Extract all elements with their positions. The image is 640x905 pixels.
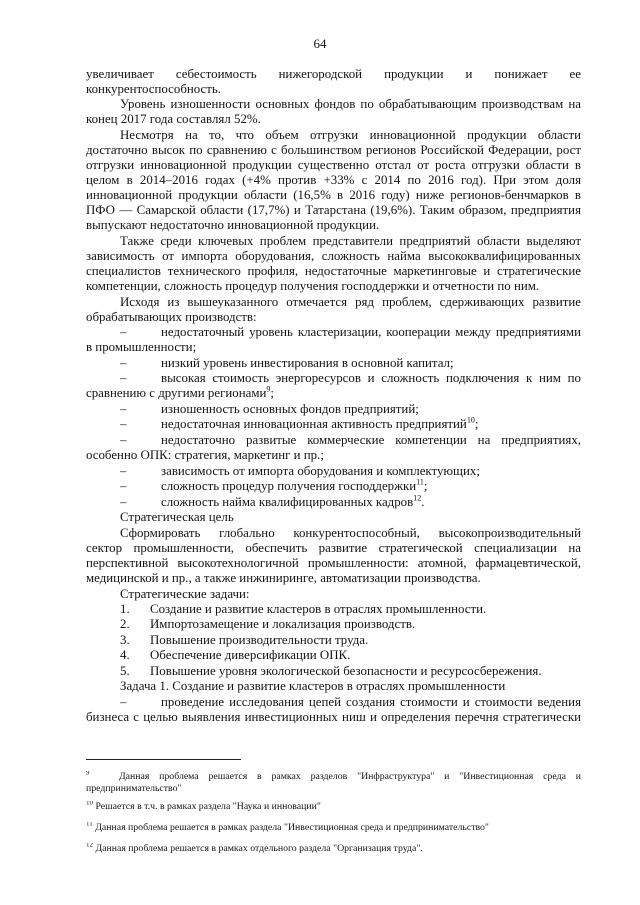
footnote-text: Данная проблема решается в рамках разделов "Инфраструктура" и "Инвестиционная среда и: [118, 771, 581, 782]
paragraph-line: зависимость от импорта оборудования, сложность найма высококвалифицированных: [86, 249, 581, 263]
list-dash: –: [120, 433, 127, 447]
list-item-text: сравнению с другими регионами: [86, 386, 267, 400]
paragraph-line: достаточно высок по сравнению с большинством регионов Российской Федерации, рост: [86, 143, 581, 157]
section-heading: Стратегическая цель: [120, 510, 234, 524]
paragraph-line: перспективной высокотехнологичной промышленности: атомной, фармацевтической,: [86, 556, 581, 570]
punctuation: ;: [270, 386, 274, 400]
list-dash: –: [120, 356, 127, 370]
list-dash: –: [120, 479, 127, 493]
list-item: недостаточный уровень кластеризации, кооперации между предприятиями: [161, 325, 581, 339]
list-dash: –: [120, 417, 127, 431]
task-heading: Задача 1. Создание и развитие кластеров в отраслях промышленности: [120, 679, 506, 693]
footnote-marker: 11: [86, 822, 93, 828]
task-item: Создание и развитие кластеров в отраслях промышленности.: [150, 602, 487, 616]
footnote-separator: [86, 759, 241, 760]
list-item: [161, 495, 581, 510]
list-dash: –: [120, 402, 127, 416]
punctuation: .: [421, 495, 425, 509]
footnote-ref: 11: [416, 479, 424, 487]
list-item: недостаточно развитые коммерческие компетенции на предприятиях,: [161, 433, 581, 447]
list-item: изношенность основных фондов предприятий;: [161, 402, 419, 416]
paragraph-line: обрабатывающих производств:: [86, 310, 257, 324]
list-item-continued: бизнеса с целью выявления инвестиционных ниш и определения перечня стратегически: [86, 710, 581, 724]
task-number: 1.: [120, 602, 130, 616]
paragraph-line: конец 2017 года составлял 52%.: [86, 112, 261, 126]
list-item-text: сложность процедур получения господдержки: [161, 479, 417, 493]
paragraph-line: Сформировать глобально конкурентоспособный, высокопроизводительный: [120, 526, 581, 540]
punctuation: ;: [474, 417, 479, 431]
footnote-marker: 12: [86, 843, 93, 849]
paragraph-line: целом в 2014–2016 годах (+4% против +33% с 2014 по 2016 год). При этом доля: [86, 173, 581, 187]
paragraph-line: увеличивает себестоимость нижегородской продукции и понижает ее: [86, 67, 581, 81]
list-dash: –: [120, 371, 127, 385]
paragraph-line: сектор промышленности, обеспечить развитие стратегической специализации на: [86, 541, 581, 555]
footnote-9: [86, 771, 581, 783]
section-heading: Стратегические задачи:: [120, 587, 250, 601]
paragraph-line: медицинской и пр., а также инжиниринге, автоматизации производства.: [86, 571, 481, 585]
paragraph-line: конкурентоспособность.: [86, 82, 222, 96]
footnote-text: Решается в т.ч. в рамках раздела "Наука и инновации": [95, 801, 321, 812]
task-number: 2.: [120, 617, 130, 631]
footnote-ref: 12: [413, 495, 422, 503]
list-dash: –: [120, 495, 127, 509]
page-number: 64: [313, 36, 327, 51]
list-item: высокая стоимость энергоресурсов и сложность подключения к ним по: [161, 371, 581, 385]
list-item: зависимость от импорта оборудования и комплектующих;: [161, 464, 480, 478]
task-item: Повышение производительности труда.: [150, 633, 369, 647]
task-item: Обеспечение диверсификации ОПК.: [150, 648, 351, 662]
paragraph-line: специалистов технического профиля, недостаточные маркетинговые и стратегические: [86, 264, 581, 278]
footnote-9-continued: предпринимательство": [86, 783, 182, 794]
list-item-continued: в промышленности;: [86, 340, 197, 354]
list-item: проведение исследования цепей создания стоимости и стоимости ведения: [161, 695, 581, 709]
task-number: 3.: [120, 633, 130, 647]
list-item: [161, 417, 581, 432]
list-dash: –: [120, 695, 127, 709]
punctuation: ;: [423, 479, 428, 493]
task-number: 5.: [120, 664, 130, 678]
paragraph-line: компетенции, сложность процедур получения господдержки и отчетности по ним.: [86, 279, 540, 293]
footnote-ref: 9: [266, 386, 271, 394]
footnote-marker: 9: [86, 771, 90, 777]
paragraph-line: Уровень изношенности основных фондов по обрабатывающим производствам на: [120, 97, 581, 111]
task-number: 4.: [120, 648, 130, 662]
paragraph-line: выпускают недостаточно инновационной продукции.: [86, 218, 380, 232]
paragraph-line: Исходя из вышеуказанного отмечается ряд проблем, сдерживающих развитие: [120, 295, 581, 309]
task-item: Повышение уровня экологической безопасности и ресурсосбережения.: [150, 664, 542, 678]
paragraph-line: ПФО — Самарской области (17,7%) и Татарстана (19,6%). Таким образом, предприятия: [86, 203, 581, 217]
footnote-marker: 10: [86, 801, 93, 807]
footnote-10: [86, 801, 581, 813]
paragraph-line: инновационной продукции области (16,5% в 2016 году) ниже регионов-бенчмарков в: [86, 188, 581, 202]
list-item-text: недостаточная инновационная активность предприятий: [161, 417, 467, 431]
list-dash: –: [120, 464, 127, 478]
list-dash: –: [120, 325, 127, 339]
list-item: [161, 479, 581, 494]
task-item: Импортозамещение и локализация производств.: [150, 617, 416, 631]
paragraph-line: Также среди ключевых проблем представители предприятий области выделяют: [120, 234, 581, 248]
footnote-ref: 10: [466, 417, 475, 425]
paragraph-line: отгрузки инновационной продукции существенно отстал от роста отгрузки области в: [86, 158, 581, 172]
list-item: низкий уровень инвестирования в основной капитал;: [161, 356, 454, 370]
list-item-text: сложность найма квалифицированных кадров: [161, 495, 414, 509]
list-item-continued: [86, 386, 581, 401]
list-item-continued: особенно ОПК: стратегия, маркетинг и пр.;: [86, 448, 324, 462]
paragraph-line: Несмотря на то, что объем отгрузки инновационной продукции области: [120, 128, 581, 142]
footnote-text: Данная проблема решается в рамках отдельного раздела "Организация труда".: [95, 843, 423, 854]
footnote-11: [86, 822, 581, 834]
footnote-text: Данная проблема решается в рамках раздела "Инвестиционная среда и предпринимательство": [95, 822, 489, 833]
footnote-12: [86, 843, 581, 855]
